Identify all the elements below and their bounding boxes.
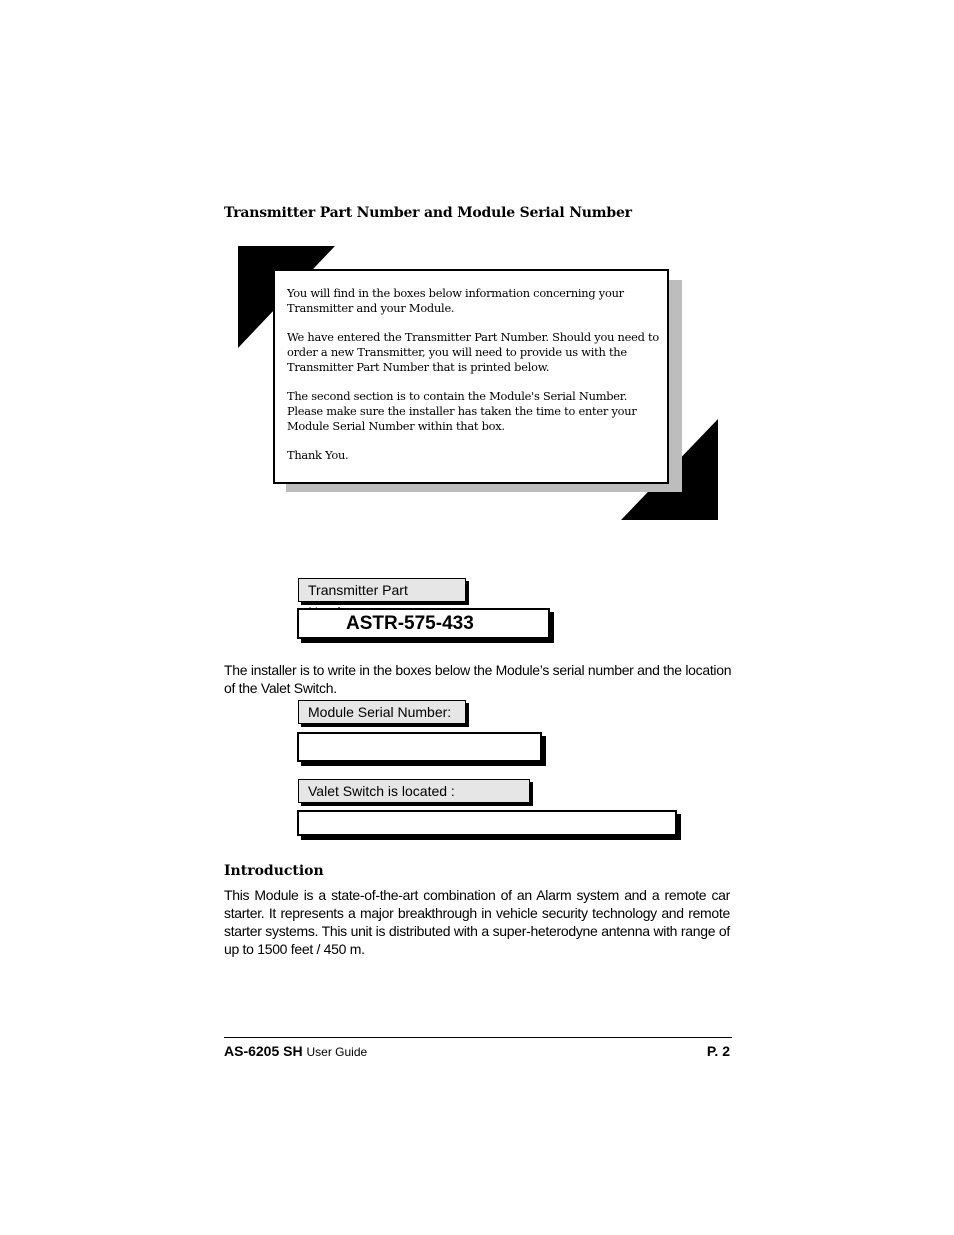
footer-divider bbox=[224, 1037, 732, 1038]
notice-paragraph: Thank You. bbox=[287, 448, 349, 462]
module-serial-number-field bbox=[297, 732, 542, 762]
notice-paragraph: We have entered the Transmitter Part Number. Should you need to order a new Transmitter, you will need to provide us with the Transmitter Part Number that is printed below. bbox=[287, 330, 659, 374]
footer-guide-label: User Guide bbox=[306, 1045, 368, 1059]
module-serial-number-label: Module Serial Number: bbox=[298, 700, 466, 724]
introduction-heading: Introduction bbox=[224, 863, 324, 879]
valet-switch-location-field bbox=[297, 810, 677, 836]
footer-title bbox=[224, 1043, 367, 1059]
transmitter-part-number-value: ASTR-575-433 bbox=[297, 608, 550, 639]
installer-note: The installer is to write in the boxes below the Module’s serial number and the location of the Valet Switch. bbox=[224, 662, 732, 696]
footer-model: AS-6205 SH bbox=[224, 1043, 303, 1059]
page-number: P. 2 bbox=[706, 1043, 730, 1059]
introduction-body: This Module is a state-of-the-art combination of an Alarm system and a remote car starter. It represents a major breakthrough in vehicle security technology and remote starter systems. This unit is distributed with a super-heterodyne antenna with range of up to 1500 feet / 450 m. bbox=[224, 887, 730, 957]
notice-paragraph: You will find in the boxes below information concerning your Transmitter and your Module. bbox=[287, 286, 624, 315]
notice-paragraph: The second section is to contain the Module's Serial Number. Please make sure the installer has taken the time to enter your Module Serial Number within that box. bbox=[287, 389, 637, 433]
transmitter-part-number-label: Transmitter Part bbox=[298, 578, 466, 602]
section-title: Transmitter Part Number and Module Serial Number bbox=[224, 205, 632, 221]
notice-text bbox=[287, 286, 659, 477]
valet-switch-location-label: Valet Switch is located : bbox=[298, 779, 530, 803]
